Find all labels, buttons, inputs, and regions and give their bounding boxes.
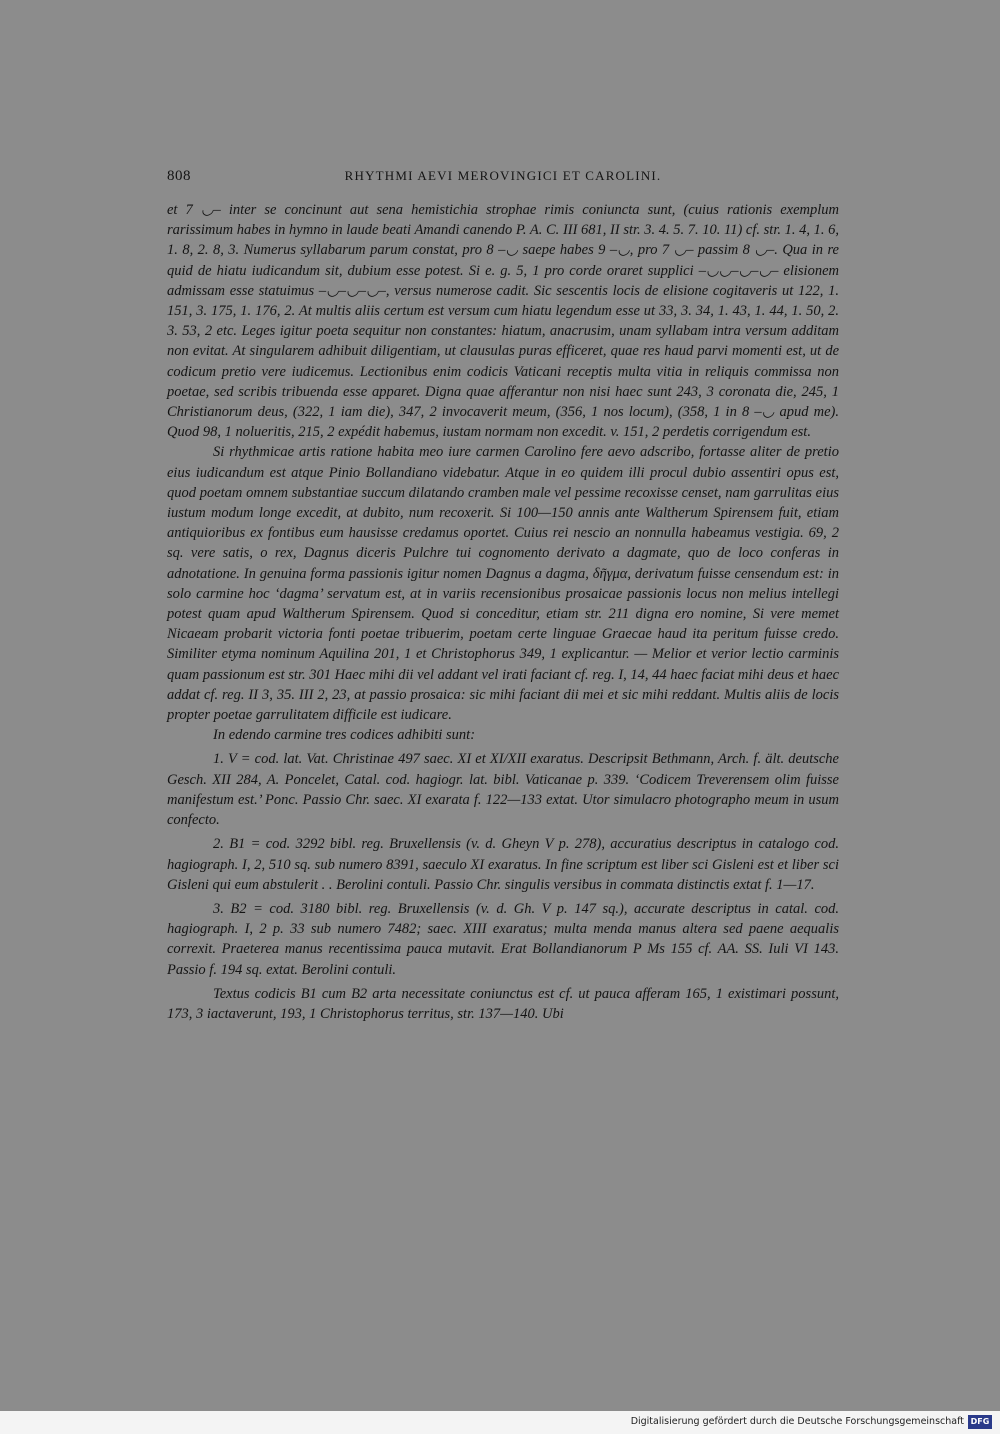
codex-item-b1: 2. B1 = cod. 3292 bibl. reg. Bruxellensis (v. d. Gheyn V p. 278), accuratius descriptus in catalogo cod. hagiograph. I, 2, 510 sq. sub numero 8391, saeculo XI exaratus. In fine scriptum est liber sci Gisleni est et liber sci Gisleni qui eum abstulerit . . Berolini contuli. Passio Chr. singulis versibus in commata distinctis extat f. 1—17. bbox=[167, 836, 839, 893]
paragraph-prosody: et 7 ◡– inter se concinunt aut sena hemistichia strophae rimis coniuncta sunt, (cuius rationis exemplum rarissimum habes in hymno in laude beati Amandi canendo P. A. C. III 681, II str. 3. 4. 5. 7. 10. 11) cf. str. 1. 4, 1. 6, 1. 8, 2. 8, 3. Numerus syllabarum parum constat, pro 8 –◡ saepe habes 9 –◡, pro 7 ◡– passim 8 ◡–. Qua in re quid de hiatu iudicandum sit, dubium esse potest. Si e. g. 5, 1 pro corde oraret supplici –◡◡–◡–◡– elisionem admissam esse statuimus –◡–◡–◡–, versus numerose cadit. Sic sescentis locis de elisione cogitaveris ut 122, 1. 151, 3. 175, 1. 176, 2. At multis aliis certum est versum cum hiatu legendum esse ut 33, 3. 34, 1. 43, 1. 44, 1. 50, 2. 3. 53, 2 etc. Leges igitur poeta sequitur non constantes: hiatum, anacrusim, unam syllabam intra versum additam non evitat. At singularem adhibuit diligentiam, ut clausulas puras efficeret, quae res haud parvi momenti est, ut de codicum pretio vere iudicemus. Lectionibus enim codicis Vaticani receptis multa vitia in reliquis commissa non poetae, sed scribis tribuenda esse apparet. Digna quae afferantur non nisi haec sunt 243, 3 coronata die, 245, 1 Christianorum deus, (322, 1 iam die), 347, 2 invocaverit meum, (356, 1 nos locum), (358, 1 in 8 –◡ apud me). Quod 98, 1 nolueritis, 215, 2 expédit habemus, iustam normam non excedit. v. 151, 2 perdetis corrigendum est. bbox=[167, 202, 839, 441]
paragraph-textus: Textus codicis B1 cum B2 arta necessitate coniunctus est cf. ut pauca afferam 165, 1 existimari possunt, 173, 3 iactaverunt, 193, 1 Christophorus territus, str. 137—140. Ubi bbox=[167, 985, 839, 1022]
codex-item-b2: 3. B2 = cod. 3180 bibl. reg. Bruxellensis (v. d. Gh. V p. 147 sq.), accurate descriptus in catal. cod. hagiograph. I, 2 p. 33 sub numero 7482; saec. XIII exaratus; multa menda manus altera sed paene aequalis correxit. Praeterea manus recentissima pauca mutavit. Erat Bollandianorum P Ms 155 cf. AA. SS. Iuli VI 143. Passio f. 194 sq. extat. Berolini contuli. bbox=[167, 900, 839, 978]
paragraph-codices-intro: In edendo carmine tres codices adhibiti sunt: bbox=[213, 727, 476, 744]
running-title: RHYTHMI AEVI MEROVINGICI ET CAROLINI. bbox=[344, 168, 662, 183]
running-head bbox=[167, 168, 839, 192]
footer-bar bbox=[0, 1411, 1000, 1434]
codex-item-v: 1. V = cod. lat. Vat. Christinae 497 saec. XI et XI/XII exaratus. Descripsit Bethmann, Arch. f. ält. deutsche Gesch. XII 284, A. Poncelet, Catal. cod. hagiogr. lat. bibl. Vaticanae p. 339. ‘Codicem Treverensem olim fuisse manifestum est.’ Ponc. Passio Chr. saec. XI exarata f. 122—133 extat. Utor simulacro photographo meum in usum confecto. bbox=[167, 751, 839, 829]
paragraph-dating: Si rhythmicae artis ratione habita meo iure carmen Carolino fere aevo adscribo, fortasse aliter de pretio eius iudicandum est atque Pinio Bollandiano videbatur. Atque in eo quidem illi procul dubio assentiri opus est, quod poetam omnem substantiae succum dilatando cramben male vel pessime recoxisse censet, nam garrulitas eius iustum modum longe excedit, at dubito, num recoxerit. Si 100—150 annis ante Waltherum Spirensem fuit, etiam antiquioribus ex fontibus eum hausisse credamus oportet. Cuius rei nescio an nonnulla habeamus vestigia. 69, 2 sq. vere satis, o rex, Dagnus diceris Pulchre tui cognomento derivato a dagmate, quo de loco conferas in adnotatione. In genuina forma passionis igitur nomen Dagnus a dagma, δῆγμα, derivatum fuisse censendum est: in solo carmine hoc ‘dagma’ servatum est, at in variis recensionibus prosaicae passionis locus non melius intellegi potest quam apud Waltherum Spirensem. Quod si conceditur, etiam str. 211 digna ero nomine, Si vere memet Nicaeam probarit victoria fonti poetae tribuerim, poetam certe linguae Graecae haud ita peritum fuisse credo. Similiter etyma nominum Aquilina 201, 1 et Christophorus 349, 1 explicantur. — Melior et verior lectio carminis quam passionum est str. 301 Haec mihi dii vel addant vel irati faciant cf. reg. I, 14, 44 haec faciat mihi deus et haec addat cf. reg. II 3, 35. III 2, 23, at passio prosaica: sic mihi faciant dii mei et sic mihi reddant. Multis aliis de locis propter poetae garrulitatem difficile est iudicare. bbox=[167, 444, 839, 724]
dfg-logo: DFG bbox=[968, 1415, 992, 1429]
page-number: 808 bbox=[167, 168, 191, 184]
body-text bbox=[167, 200, 839, 1024]
funding-notice: Digitalisierung gefördert durch die Deutsche Forschungsgemeinschaft bbox=[630, 1416, 964, 1427]
